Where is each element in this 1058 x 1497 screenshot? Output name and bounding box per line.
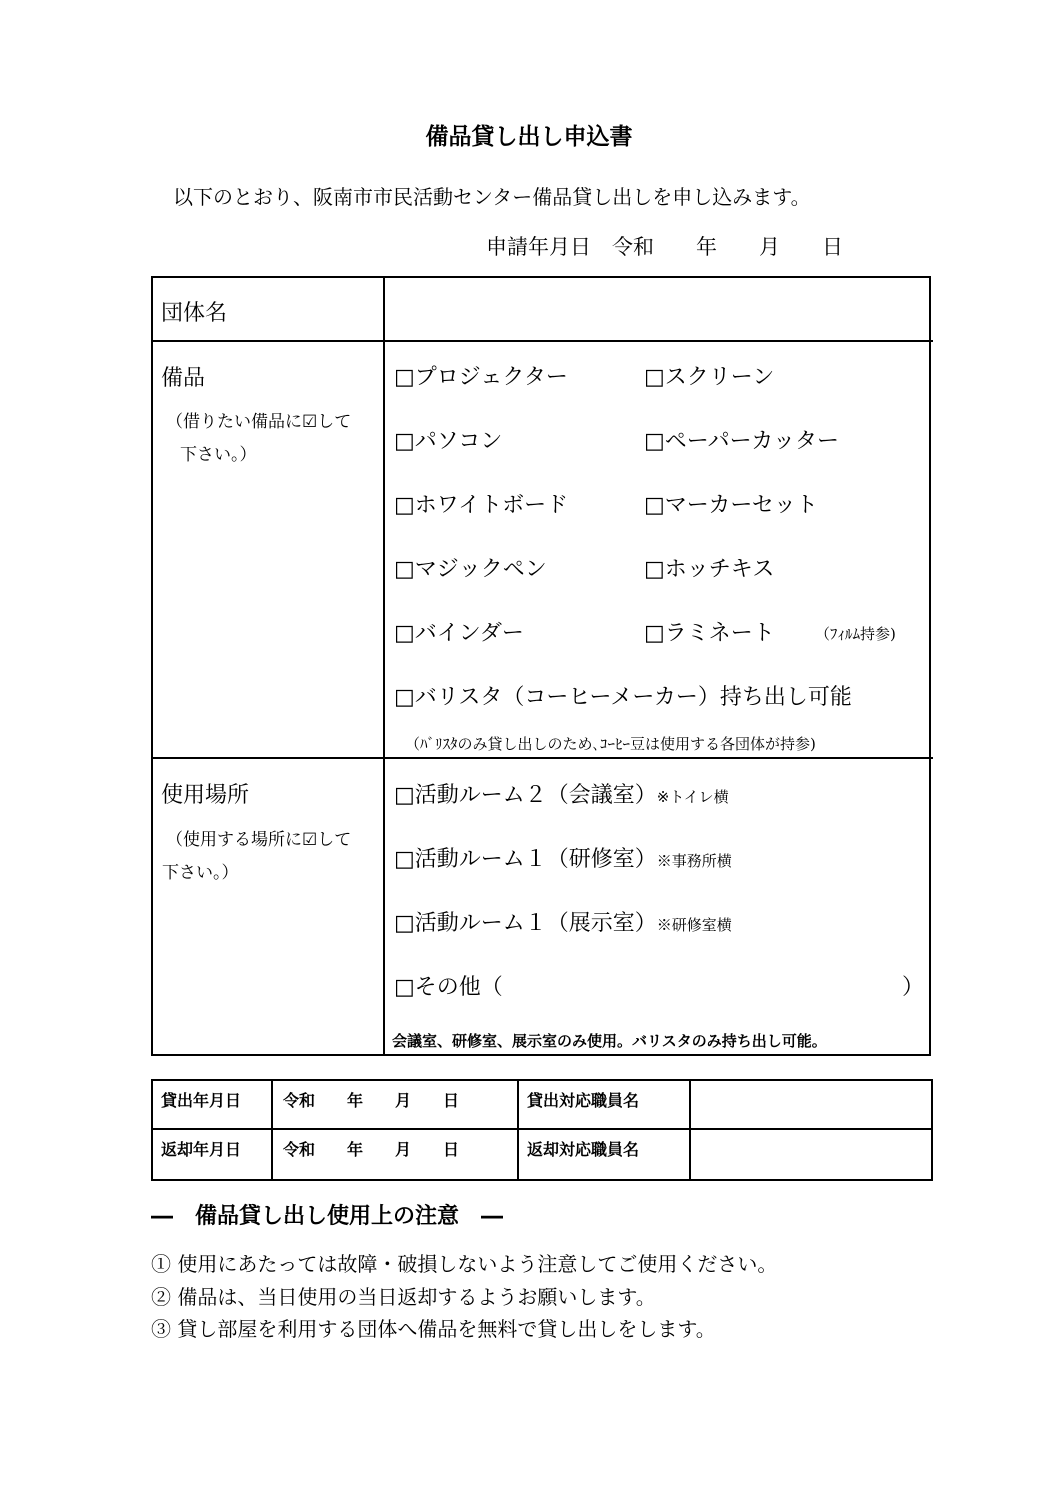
usage-note-3: ③ 貸し部屋を利用する団体へ備品を無料で貸し出しをします。 [151,1317,716,1341]
room1-training-label: □活動ルーム１（研修室） [394,847,657,872]
checkbox-room1-training[interactable] [394,842,732,873]
application-form-table [151,276,931,1056]
return-date-value[interactable]: 令和 年 月 日 [283,1140,460,1159]
lend-date-label: 貸出年月日 [161,1091,242,1110]
checkbox-magic-pen[interactable]: □マジックペン [394,557,547,582]
group-name-label: 団体名 [161,301,228,326]
form-divider-row2 [151,757,933,759]
lend-divider-row [151,1128,933,1130]
usage-notes-title: ― 備品貸し出し使用上の注意 ― [151,1204,504,1229]
checkbox-barista[interactable]: □バリスタ（コーヒーメーカー）持ち出し可能 [394,685,852,710]
equipment-instruction-1: （借りたい備品に☑して [166,412,352,432]
room1-training-note: ※事務所横 [656,852,732,870]
checkbox-room2-meeting[interactable] [394,778,729,809]
usage-note-1: ① 使用にあたっては故障・破損しないよう注意してご使用ください。 [151,1252,778,1276]
room1-exhibit-label: □活動ルーム１（展示室） [394,911,657,936]
checkbox-projector[interactable]: □プロジェクター [394,365,568,390]
lend-staff-field[interactable] [693,1083,929,1126]
lend-staff-label: 貸出対応職員名 [527,1091,640,1110]
laminator-note: （ﾌｨﾙﾑ持参) [815,625,896,643]
usage-note-2: ② 備品は、当日使用の当日返却するようお願いします。 [151,1285,656,1309]
barista-note: （ﾊﾞﾘｽﾀのみ貸し出しのため､ｺｰﾋｰ豆は使用する各団体が持参) [405,735,816,753]
form-divider-vertical [383,276,385,1056]
form-divider-row1 [151,340,933,342]
lend-date-value[interactable]: 令和 年 月 日 [283,1091,460,1110]
lend-divider-1 [271,1079,273,1181]
checkbox-screen[interactable]: □スクリーン [644,365,775,390]
location-instruction-2: 下さい。） [162,863,239,883]
application-date: 申請年月日 令和 年 月 日 [486,235,843,259]
room2-meeting-note: ※トイレ横 [656,788,729,806]
room1-exhibit-note: ※研修室横 [656,916,732,934]
intro-text: 以下のとおり、阪南市市民活動センター備品貸し出しを申し込みます。 [173,185,811,209]
checkbox-pc[interactable]: □パソコン [394,429,503,454]
location-instruction-1: （使用する場所に☑して [166,830,352,850]
checkbox-stapler[interactable]: □ホッチキス [644,557,775,582]
other-location-field[interactable] [515,972,900,1000]
return-staff-label: 返却対応職員名 [527,1140,640,1159]
checkbox-laminator[interactable]: □ラミネート [644,621,775,646]
other-location-close: ） [902,975,925,1000]
location-note: 会議室、研修室、展示室のみ使用。バリスタのみ持ち出し可能。 [392,1032,827,1050]
checkbox-binder[interactable]: □バインダー [394,621,524,646]
checkbox-whiteboard[interactable]: □ホワイトボード [394,493,569,518]
return-date-label: 返却年月日 [161,1140,242,1159]
checkbox-room1-exhibit[interactable] [394,906,732,937]
checkbox-paper-cutter[interactable]: □ペーパーカッター [644,429,840,454]
return-staff-field[interactable] [693,1132,929,1177]
equipment-label: 備品 [161,366,206,391]
page-title: 備品貸し出し申込書 [425,124,633,150]
location-label: 使用場所 [161,783,250,808]
group-name-field[interactable] [387,280,927,338]
lend-divider-3 [689,1079,691,1181]
checkbox-marker-set[interactable]: □マーカーセット [644,493,818,518]
room2-meeting-label: □活動ルーム２（会議室） [394,783,657,808]
checkbox-other-location[interactable]: □その他（ [394,975,503,1000]
equipment-instruction-2: 下さい。） [180,445,257,465]
lend-divider-2 [517,1079,519,1181]
